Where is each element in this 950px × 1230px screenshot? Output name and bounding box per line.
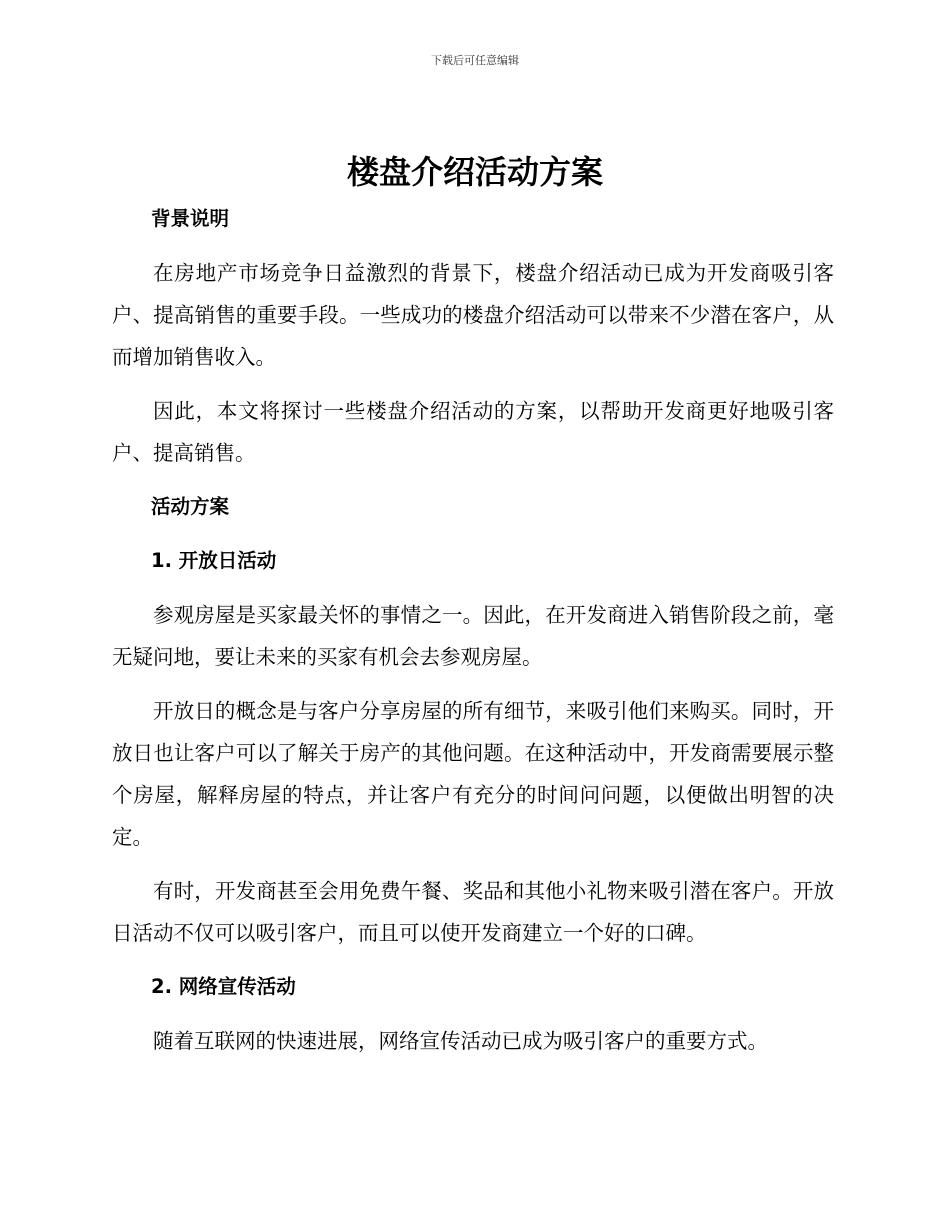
subheading-online-promotion: 2. 网络宣传活动 [151,975,296,998]
header-note: 下载后可任意编辑 [431,54,519,67]
document-body [112,198,834,1074]
section-heading-plan: 活动方案 [151,495,230,518]
paragraph: 随着互联网的快速进展，网络宣传活动已成为吸引客户的重要方式。 [153,1029,768,1053]
subheading-open-day: 1. 开放日活动 [151,549,277,572]
section-heading-background: 背景说明 [151,207,230,230]
paragraph: 开放日的概念是与客户分享房屋的所有细节，来吸引他们来购买。同时，开放日也让客户可以了解关于房产的其他问题。在这种活动中，开发商需要展示整个房屋，解释房屋的特点，并让客户有充分的时间问问题，以便做出明智的决定。 [112,699,834,849]
paragraph: 有时，开发商甚至会用免费午餐、奖品和其他小礼物来吸引潜在客户。开放日活动不仅可以吸引客户，而且可以使开发商建立一个好的口碑。 [112,879,834,945]
document-title: 楼盘介绍活动方案 [346,153,603,191]
paragraph: 在房地产市场竞争日益激烈的背景下，楼盘介绍活动已成为开发商吸引客户、提高销售的重要手段。一些成功的楼盘介绍活动可以带来不少潜在客户，从而增加销售收入。 [112,261,834,369]
paragraph: 参观房屋是买家最关怀的事情之一。因此，在开发商进入销售阶段之前，毫无疑问地，要让未来的买家有机会去参观房屋。 [112,603,834,669]
paragraph: 因此，本文将探讨一些楼盘介绍活动的方案，以帮助开发商更好地吸引客户、提高销售。 [112,399,834,465]
